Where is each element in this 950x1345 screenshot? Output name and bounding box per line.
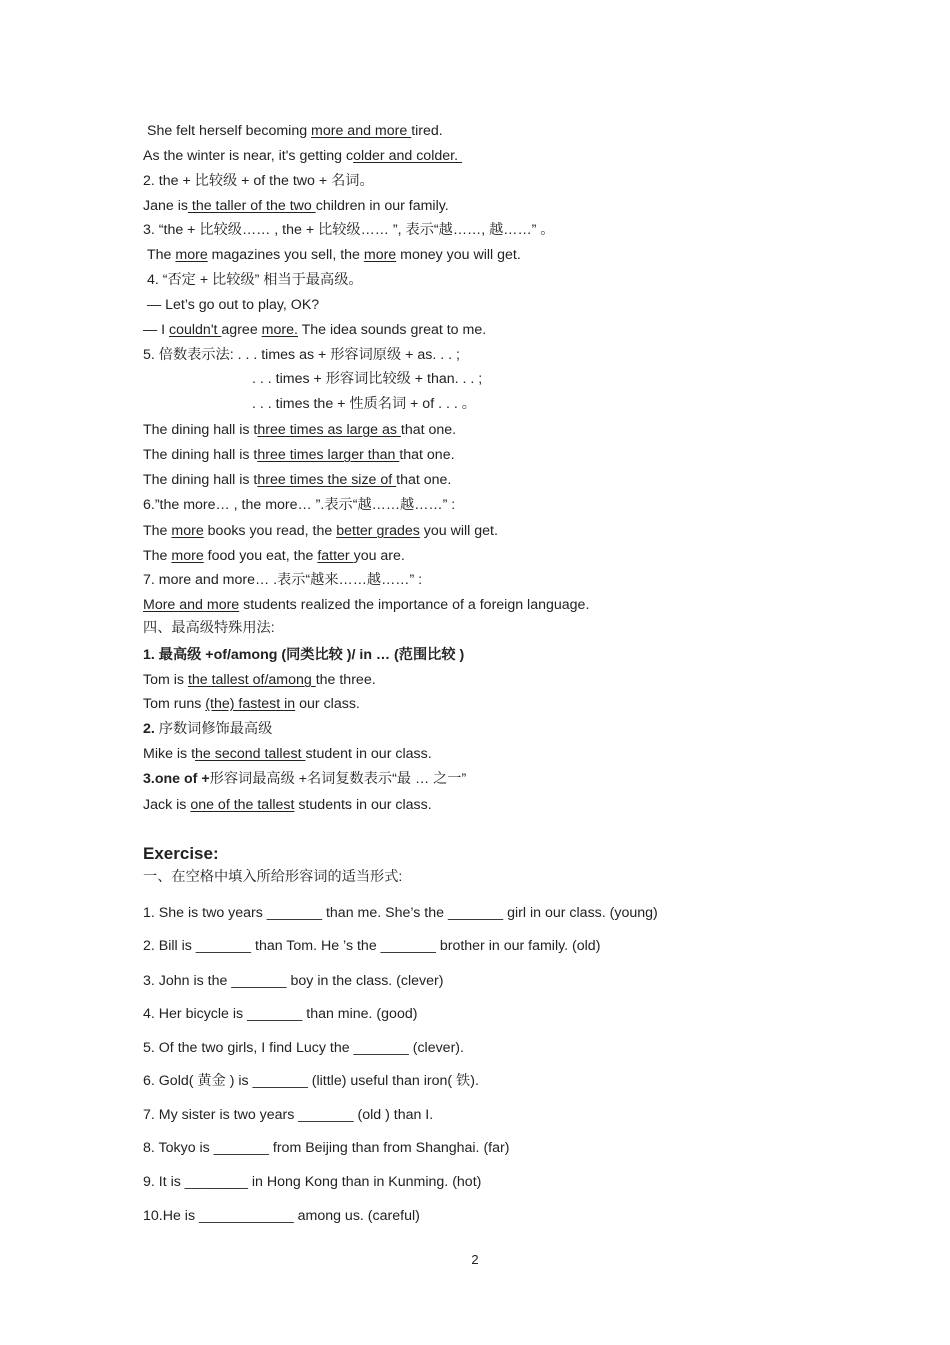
text-span: — I [143, 322, 170, 338]
text-line [143, 596, 589, 614]
text-line [147, 271, 363, 289]
text-line [143, 571, 422, 589]
text-span: you will get. [419, 523, 498, 539]
text-line [143, 147, 462, 165]
text-span: Tom is [143, 672, 188, 688]
underlined-span: (the) fastest in [205, 696, 296, 712]
text-span: the three. [315, 672, 376, 688]
exercise-item: 7. My sister is two years _______ (old ) than I. [143, 1107, 434, 1123]
text-line [252, 395, 476, 413]
text-span: The dining hall is t [143, 472, 258, 488]
text-span: our class. [295, 696, 360, 712]
text-line [143, 496, 455, 514]
underlined-span: fatter [317, 548, 354, 564]
text-span: Jane is [143, 198, 188, 214]
text-line [143, 671, 376, 689]
underlined-span: more [171, 523, 204, 539]
text-line [147, 246, 521, 264]
underlined-span: older and colder. [353, 148, 462, 164]
text-line [147, 296, 319, 314]
text-span: 4. “否定 + 比较级” 相当于最高级。 [147, 272, 363, 288]
text-span: . . . times + 形容词比较级 + than. . . ; [252, 371, 483, 387]
text-span: 7. more and more… .表示“越来……越……” : [143, 572, 423, 588]
text-line [143, 421, 456, 439]
text-span: 5. 倍数表示法: . . . times as + 形容词原级 + as. . . ; [143, 347, 460, 363]
exercise-item: 10.He is ____________ among us. (careful) [143, 1208, 420, 1224]
text-span: The dining hall is t [143, 447, 258, 463]
text-span: magazines you sell, the [207, 247, 364, 263]
exercise-item: 4. Her bicycle is _______ than mine. (good) [143, 1006, 418, 1022]
text-line [252, 370, 482, 388]
text-span: 序数词修饰最高级 [154, 721, 273, 737]
text-span: 四、最高级特殊用法: [143, 620, 275, 636]
text-span: Mike is t [143, 746, 196, 762]
text-line [143, 796, 432, 814]
underlined-span: more and more [311, 123, 412, 139]
text-line [143, 646, 464, 664]
bold-span: 3.one of + [143, 771, 210, 787]
text-line [143, 547, 405, 565]
text-span: . . . times the + 性质名词 + of . . . 。 [252, 396, 476, 412]
text-line [143, 446, 455, 464]
text-line [143, 770, 466, 788]
text-span: that one. [396, 472, 452, 488]
text-span: students realized the importance of a foreign language. [239, 597, 590, 613]
text-span: students in our class. [294, 797, 432, 813]
underlined-span: more [175, 247, 208, 263]
text-line [143, 221, 555, 239]
text-line [143, 172, 374, 190]
underlined-span: more [363, 247, 397, 263]
underlined-span: more [171, 548, 204, 564]
underlined-span: he second tallest [195, 746, 306, 762]
exercise-heading: Exercise: [143, 844, 219, 863]
text-line [143, 197, 449, 215]
text-span: 2. the + 比较级 + of the two + 名词。 [143, 173, 374, 189]
underlined-span: More and more [143, 597, 240, 613]
bold-span: 1. [143, 647, 155, 663]
text-span: The dining hall is t [143, 422, 258, 438]
text-span: that one. [400, 422, 457, 438]
text-span: The [147, 247, 176, 263]
underlined-span: better grades [336, 523, 420, 539]
exercise-instruction: 一、在空格中填入所给形容词的适当形式: [143, 869, 403, 885]
text-span: student in our class. [305, 746, 432, 762]
text-line [143, 745, 432, 763]
text-span: As the winter is near, it's getting c [143, 148, 354, 164]
exercise-item: 5. Of the two girls, I find Lucy the _______ (clever). [143, 1040, 464, 1056]
underlined-span: couldn't [169, 322, 222, 338]
text-span: Tom runs [143, 696, 206, 712]
text-line [143, 720, 272, 738]
exercise-item: 1. She is two years _______ than me. She’s the _______ girl in our class. (young) [143, 905, 658, 921]
exercise-item: 3. John is the _______ boy in the class. (clever) [143, 973, 444, 989]
bold-span: 最高级 +of/among (同类比较 )/ in … (范围比较 ) [154, 647, 465, 663]
exercise-item: 8. Tokyo is _______ from Beijing than from Shanghai. (far) [143, 1140, 510, 1156]
text-span: — Let’s go out to play, OK? [147, 297, 320, 313]
underlined-span: hree times larger than [257, 447, 400, 463]
underlined-span: one of the tallest [190, 797, 295, 813]
underlined-span: the tallest of/among [187, 672, 316, 688]
exercise-item: 9. It is ________ in Hong Kong than in Kunming. (hot) [143, 1174, 482, 1190]
text-span: agree [221, 322, 262, 338]
exercise-item: 6. Gold( 黄金 ) is _______ (little) useful than iron( 铁). [143, 1073, 479, 1089]
text-span: 3. “the + 比较级…… , the + 比较级…… ”, 表示“越……, 越……” 。 [143, 222, 555, 238]
bold-span: 2. [143, 721, 155, 737]
text-span: 6.”the more… , the more… ”.表示“越……越……” : [143, 497, 456, 513]
text-span: 形容词最高级 +名词复数表示“最 … 之一” [209, 771, 467, 787]
text-span: The [143, 523, 172, 539]
text-span: books you read, the [203, 523, 337, 539]
text-span: Jack is [143, 797, 191, 813]
text-span: children in our family. [315, 198, 449, 214]
text-span: tired. [411, 123, 443, 139]
text-span: The idea sounds great to me. [297, 322, 487, 338]
underlined-span: the taller of the two [187, 198, 316, 214]
section-heading [143, 619, 275, 637]
text-span: She felt herself becoming [147, 123, 312, 139]
text-span: The [143, 548, 172, 564]
underlined-span: more. [261, 322, 298, 338]
text-line [143, 471, 451, 489]
text-span: that one. [399, 447, 455, 463]
text-span: food you eat, the [203, 548, 318, 564]
text-line [143, 346, 460, 364]
underlined-span: hree times the size of [257, 472, 397, 488]
text-span: money you will get. [396, 247, 521, 263]
text-span: you are. [353, 548, 405, 564]
text-line [147, 122, 443, 140]
exercise-item: 2. Bill is _______ than Tom. He ’s the _______ brother in our family. (old) [143, 938, 601, 954]
page-number: 2 [471, 1252, 479, 1267]
text-line [143, 695, 360, 713]
underlined-span: hree times as large as [257, 422, 401, 438]
text-line [143, 522, 498, 540]
text-line [143, 321, 486, 339]
